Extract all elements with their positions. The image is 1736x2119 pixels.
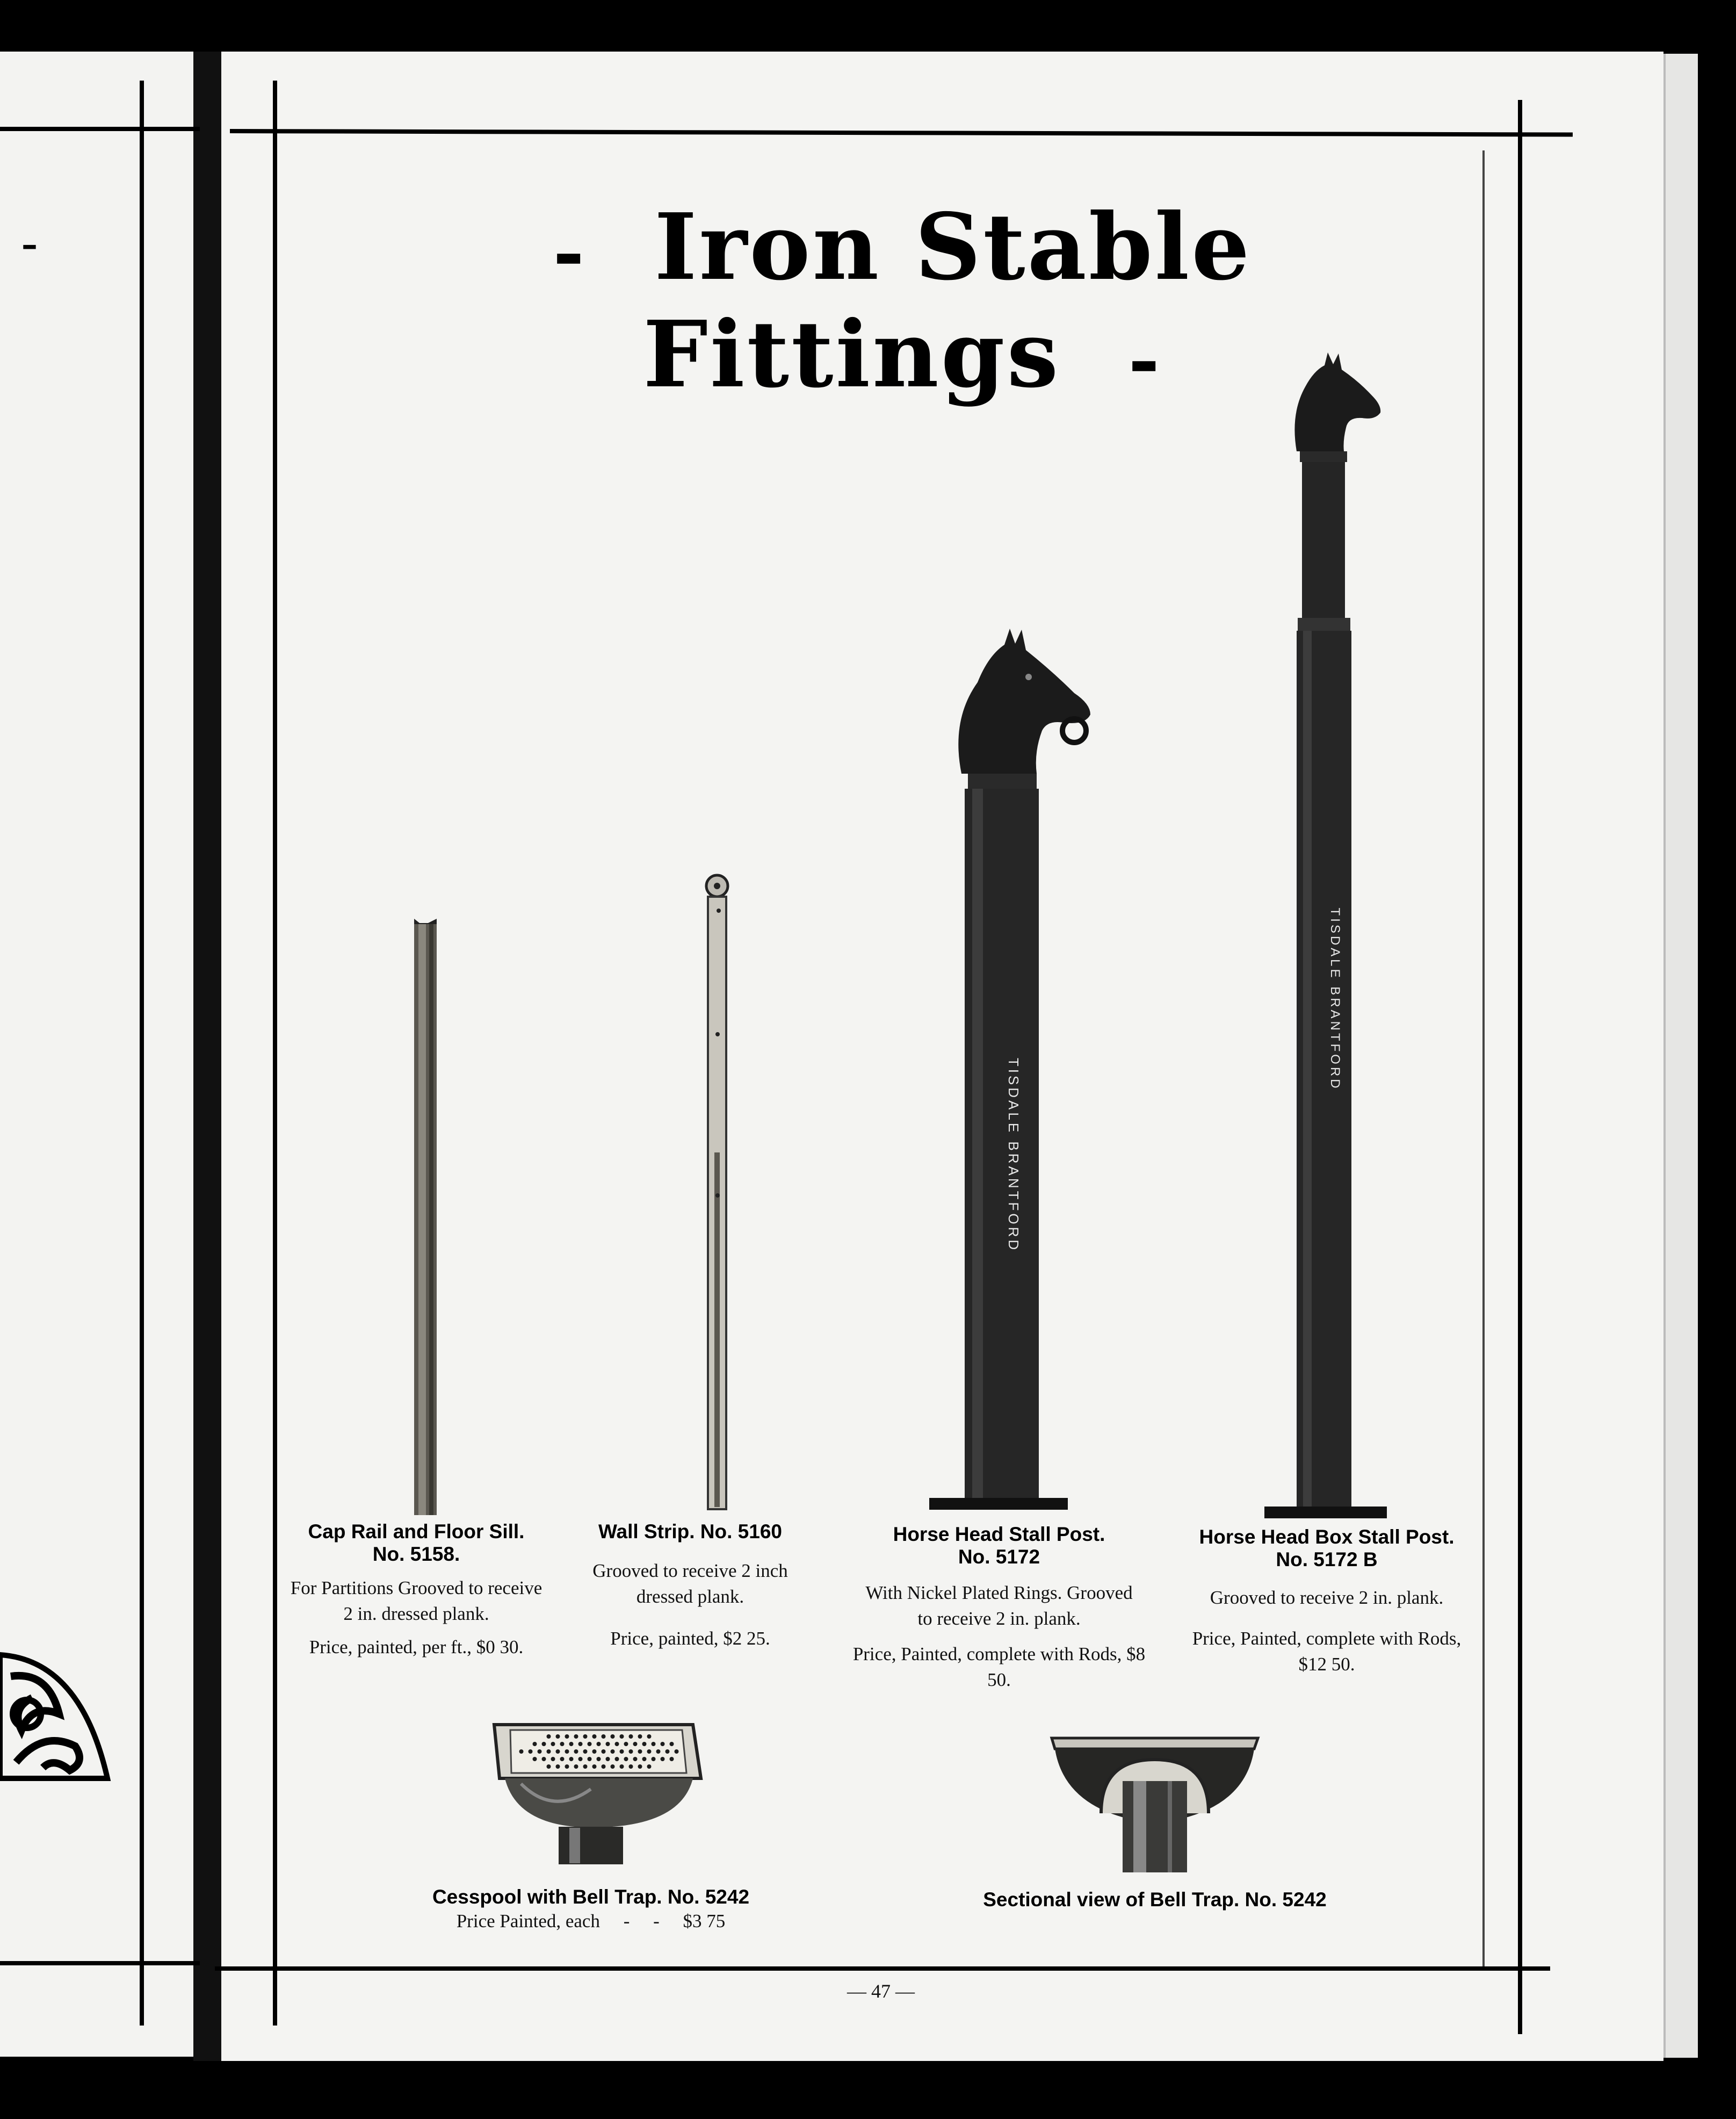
- grate-hole: [670, 1742, 674, 1746]
- page-gutter: [193, 52, 221, 2061]
- grate-hole: [629, 1764, 633, 1769]
- grate-hole: [611, 1734, 615, 1739]
- grate-hole: [547, 1764, 551, 1769]
- grate-hole: [620, 1734, 624, 1739]
- grate-hole: [629, 1734, 633, 1739]
- wall-strip-illustration: [698, 873, 730, 1512]
- stall-post-price: Price, Painted, complete with Rods, $8 50.: [852, 1644, 1146, 1690]
- cap-rail-caption: [285, 1520, 548, 1660]
- wall-strip-price: Price, painted, $2 25.: [610, 1628, 770, 1649]
- grate-hole: [647, 1734, 652, 1739]
- grate-hole: [588, 1757, 592, 1761]
- left-page-vertical-rule: [140, 81, 144, 2026]
- grate-hole: [602, 1734, 606, 1739]
- grate-hole: [569, 1742, 574, 1746]
- grate-hole: [624, 1757, 628, 1761]
- grate-hole: [547, 1749, 551, 1754]
- grate-hole: [519, 1749, 524, 1754]
- cesspool-illustration: [489, 1709, 704, 1875]
- grate-hole: [565, 1734, 569, 1739]
- grate-hole: [642, 1742, 647, 1746]
- grate-hole: [560, 1757, 565, 1761]
- grate-hole: [597, 1757, 601, 1761]
- left-page-bottom-rule: [0, 1961, 200, 1965]
- grate-hole: [661, 1757, 665, 1761]
- box-stall-post-inscription: TISDALE BRANTFORD: [1328, 907, 1342, 1091]
- grate-hole: [597, 1742, 601, 1746]
- grate-hole: [624, 1742, 628, 1746]
- wall-strip-description: Grooved to receive 2 inch dressed plank.: [592, 1560, 788, 1607]
- grate-hole: [615, 1742, 619, 1746]
- wall-strip-caption: [559, 1520, 822, 1652]
- box-stall-post-caption: [1171, 1526, 1482, 1677]
- grate-hole: [578, 1757, 583, 1761]
- grate-hole: [542, 1757, 546, 1761]
- grate-hole: [611, 1749, 615, 1754]
- grate-hole: [538, 1749, 542, 1754]
- cesspool-price: Price Painted, each - - $3 75: [456, 1911, 726, 1931]
- grate-hole: [542, 1742, 546, 1746]
- grate-hole: [583, 1749, 588, 1754]
- wall-strip-name: Wall Strip. No. 5160: [598, 1520, 782, 1543]
- grate-hole: [629, 1749, 633, 1754]
- grate-hole: [588, 1742, 592, 1746]
- title-text: Iron Stable Fittings: [643, 193, 1252, 408]
- grate-hole: [574, 1764, 578, 1769]
- box-stall-post-name: Horse Head Box Stall Post.: [1199, 1526, 1455, 1548]
- stall-post-caption: [843, 1523, 1155, 1693]
- grate-hole: [642, 1757, 647, 1761]
- grate-hole: [574, 1749, 578, 1754]
- grate-hole: [638, 1749, 642, 1754]
- cap-rail-name: Cap Rail and Floor Sill.: [308, 1520, 525, 1543]
- grate-hole: [583, 1734, 588, 1739]
- page-edge: [1663, 54, 1698, 2058]
- grate-hole: [661, 1742, 665, 1746]
- ornament-fragment-icon: [0, 1655, 113, 1784]
- right-vertical-rule: [1518, 100, 1522, 2034]
- left-page-dash: -: [21, 216, 38, 269]
- grate-hole: [529, 1749, 533, 1754]
- grate-hole: [565, 1749, 569, 1754]
- stall-post-name: Horse Head Stall Post.: [893, 1523, 1105, 1545]
- stall-post-number: No. 5172: [958, 1546, 1040, 1568]
- grate-hole: [615, 1757, 619, 1761]
- grate-hole: [633, 1757, 638, 1761]
- grate-hole: [560, 1742, 565, 1746]
- grate-hole: [656, 1749, 661, 1754]
- grate-hole: [606, 1757, 610, 1761]
- sectional-view-caption: [913, 1889, 1397, 1911]
- grate-hole: [592, 1734, 597, 1739]
- cesspool-caption: [376, 1886, 806, 1934]
- grate-hole: [533, 1742, 537, 1746]
- sectional-view-illustration: [1047, 1733, 1262, 1878]
- box-stall-post-description: Grooved to receive 2 in. plank.: [1210, 1587, 1444, 1608]
- grate-hole: [633, 1742, 638, 1746]
- grate-hole: [551, 1742, 555, 1746]
- grate-hole: [620, 1749, 624, 1754]
- grate-hole: [565, 1764, 569, 1769]
- grate-hole: [574, 1734, 578, 1739]
- grate-hole: [675, 1749, 679, 1754]
- grate-hole: [592, 1749, 597, 1754]
- grate-hole: [670, 1757, 674, 1761]
- grate-hole: [611, 1764, 615, 1769]
- grate-hole: [556, 1764, 560, 1769]
- horse-head-box-stall-post-illustration: [1262, 349, 1397, 1520]
- grate-hole: [556, 1749, 560, 1754]
- grate-hole: [647, 1749, 652, 1754]
- grate-hole: [638, 1734, 642, 1739]
- grate-hole: [638, 1764, 642, 1769]
- cap-rail-number: No. 5158.: [372, 1543, 460, 1565]
- cap-rail-illustration: [411, 919, 443, 1515]
- grate-hole: [547, 1734, 551, 1739]
- grate-hole: [602, 1764, 606, 1769]
- grate-hole: [602, 1749, 606, 1754]
- stall-post-inscription: TISDALE BRANTFORD: [1006, 1057, 1022, 1253]
- grate-hole: [533, 1757, 537, 1761]
- cap-rail-price: Price, painted, per ft., $0 30.: [309, 1637, 524, 1657]
- inner-right-rule: [1482, 150, 1485, 1966]
- left-vertical-rule: [273, 81, 277, 2026]
- grate-hole: [556, 1734, 560, 1739]
- page-title: - Iron Stable Fittings -: [553, 193, 1252, 408]
- horse-head-stall-post-illustration: [929, 623, 1106, 1515]
- grate-hole: [652, 1742, 656, 1746]
- grate-hole: [652, 1757, 656, 1761]
- cesspool-name: Cesspool with Bell Trap. No. 5242: [432, 1886, 750, 1908]
- grate-hole: [620, 1764, 624, 1769]
- grate-hole: [592, 1764, 597, 1769]
- grate-hole: [578, 1742, 583, 1746]
- sectional-view-name: Sectional view of Bell Trap. No. 5242: [983, 1889, 1327, 1911]
- grate-hole: [666, 1749, 670, 1754]
- cap-rail-description: For Partitions Grooved to receive 2 in. dressed plank.: [290, 1577, 542, 1624]
- page-number: — 47 —: [847, 1980, 915, 2002]
- grate-hole: [606, 1742, 610, 1746]
- grate-hole: [583, 1764, 588, 1769]
- grate-hole: [551, 1757, 555, 1761]
- box-stall-post-number: No. 5172 B: [1276, 1548, 1378, 1570]
- grate-hole: [569, 1757, 574, 1761]
- stall-post-description: With Nickel Plated Rings. Grooved to receive 2 in. plank.: [865, 1582, 1133, 1629]
- left-page-top-rule: [0, 127, 200, 131]
- box-stall-post-price: Price, Painted, complete with Rods, $12 50.: [1192, 1628, 1462, 1675]
- grate-hole: [647, 1764, 652, 1769]
- bottom-rule: [215, 1966, 1550, 1971]
